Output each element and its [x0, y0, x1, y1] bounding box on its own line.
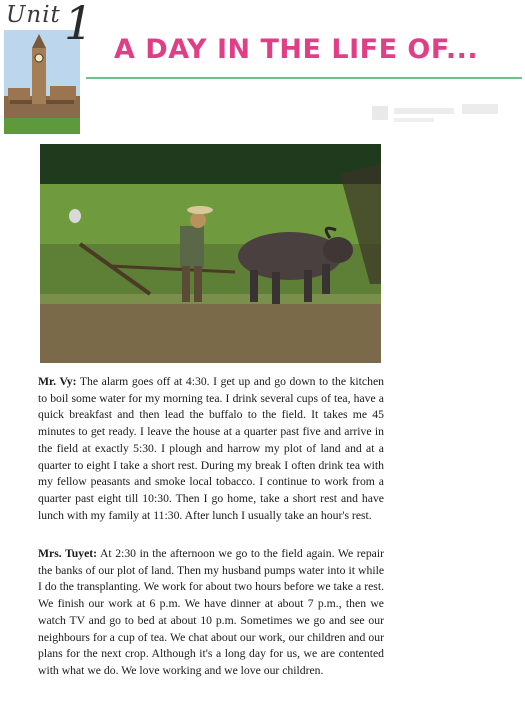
unit-label: Unit — [6, 2, 61, 28]
page-title: A DAY IN THE LIFE OF... — [114, 34, 479, 65]
title-rule — [86, 77, 522, 79]
paragraph-text: At 2:30 in the afternoon we go to the field again. We repair the banks of our plot of land. Then my husband pumps water into it while I do the transplanting. We work for about two hours before we take a rest. We finish our work at 6 p.m. We have dinner at about 7 p.m., then we watch TV and go to bed at about 10 p.m. Sometimes we go and see our neighbours for a cup of tea. We chat about our work, our children and our plans for the next crop. Although it's a long day for us, we are contented with what we do. We love working and we love our children. — [38, 547, 385, 677]
speaker-name: Mrs. Tuyet: — [38, 547, 98, 560]
unit-number: 1 — [64, 0, 94, 50]
paragraph-text: The alarm goes off at 4:30. I get up and go down to the kitchen to boil some water for my morning tea. I drink several cups of tea, have a quick breakfast and then lead the buffalo to the field. It takes me 45 minutes to get ready. I leave the house at a quarter past five and arrive in the field at exactly 5:30. I plough and harrow my plot of land and at a quarter to eight I take a short rest. During my break I often drink tea with my fellow peasants and smoke local tobacco. I continue to work from a quarter past eight till 10:30. Then I go home, take a short rest and have lunch with my family at 11:30. After lunch I usually take an hour's rest. — [38, 375, 384, 522]
paragraph-mr-vy — [38, 374, 384, 524]
speaker-name: Mr. Vy: — [38, 375, 77, 388]
farmer-with-buffalo-photo — [40, 144, 381, 363]
faint-bleedthrough-mark — [372, 100, 502, 130]
paragraph-mrs-tuyet — [38, 546, 384, 680]
